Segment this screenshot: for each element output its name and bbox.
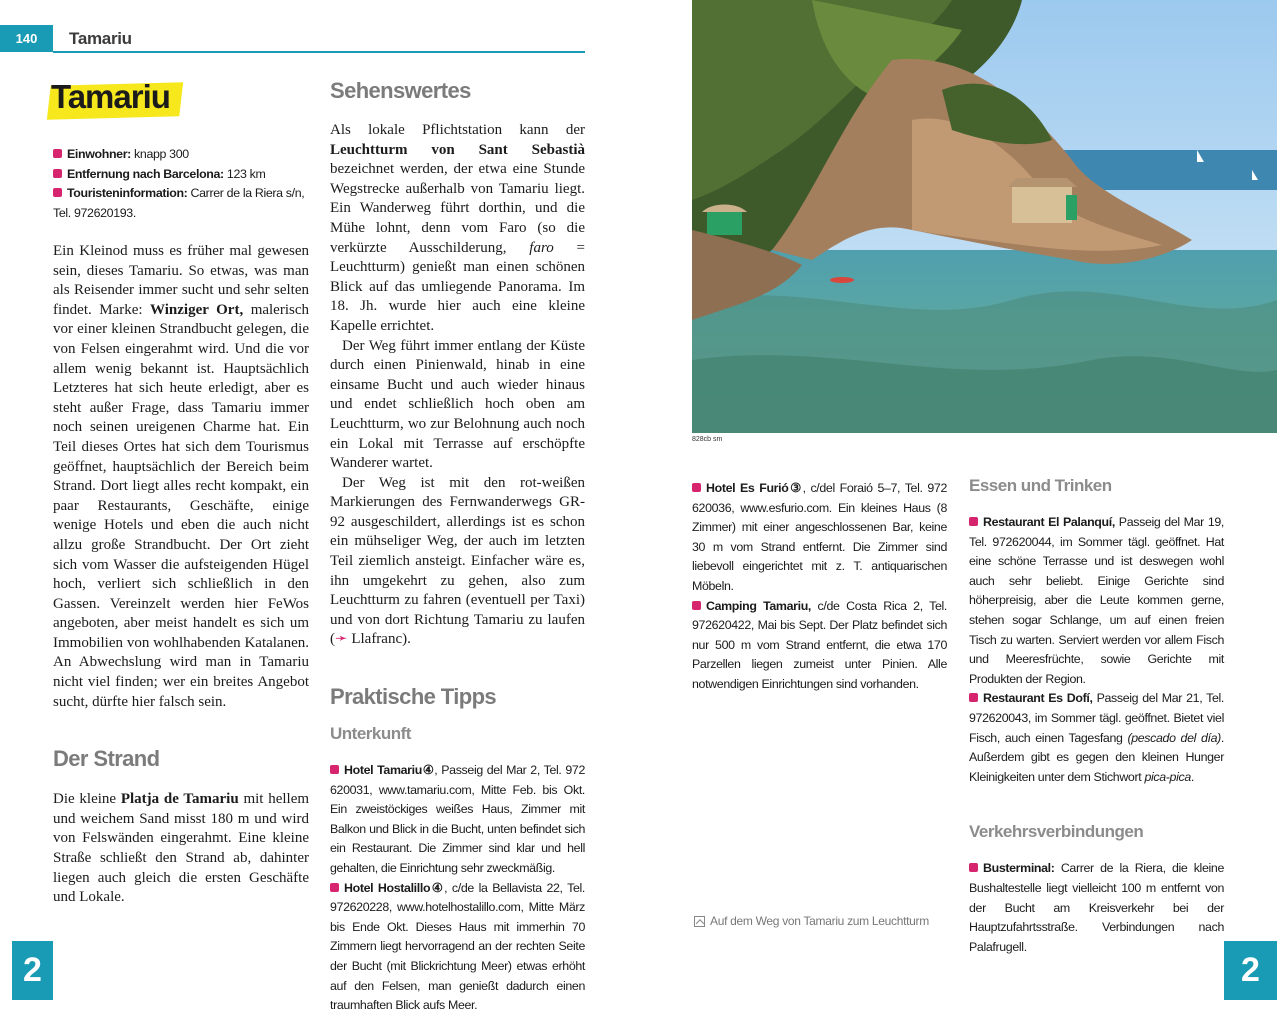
item-text: Passeig del Mar 19, Tel. 972620044, im Sommer tägl. geöffnet. Hat eine schöne Terrasse und ist deswegen wohl auch sehr beliebt. Einige Gerichte sind höherpreisig, aber die Leute kommen gerne, stehen sogar Schlange, um auf einen freien Tisch zu warten. Serviert werden vor allem Fisch und Meeresfrüchte, sowie Gerichte mit Produkten der Region.: [969, 515, 1224, 686]
fact-value: 123 km: [223, 166, 266, 181]
text-run: Ein Kleinod muss es früher mal gewesen sein, dieses Tamariu. So etwas, was man als Reisender immer sucht und sehr selten findet. Marke:: [53, 243, 309, 318]
page-number: 140: [0, 25, 53, 52]
paragraph: Der Weg führt immer entlang der Küste durch einen Pinienwald, hinab in eine einsame Bucht und auch wieder hinaus und endet schließlich hoch oben am Leuchtturm, wo zur Belohnung auch noch ein Lokal mit Terrasse auf erschöpfte Wanderer wartet.: [330, 337, 585, 472]
coast-photo-illustration: [692, 0, 1277, 433]
text-run: Llafranc).: [347, 631, 411, 648]
item-text: , c/del Foraió 5–7, Tel. 972 620036, www.esfurio.com. Ein kleines Haus (8 Zimmer) mit einer angeschlossenen Bar, keine 30 m vom Strand entfernt. Die Zimmer sind liebevoll eingerichtet mit z. T. antiquarischen Möbeln.: [692, 481, 947, 593]
bullet-square-icon: [969, 693, 978, 702]
column-4: [969, 476, 1224, 957]
list-item: [330, 879, 585, 1016]
item-text: c/de Costa Rica 2, Tel. 972620422, Mai bis Sept. Der Platz befindet sich nur 500 m vom Strand entfernt, die etwa 170 Parzellen liegen zumeist unter Pinien. Alle notwendigen Einrichtungen sind vorhanden.: [692, 598, 947, 691]
bold-run: Leuchtturm von Sant Sebastià: [330, 141, 585, 158]
column-3: [692, 479, 947, 695]
text-run: bezeichnet werden, der etwa eine Stunde Wegstrecke außerhalb von Tamariu liegt. Ein Wanderweg führt dorthin, und die Mühe lohnt, denn vom Faro (so die verkürzte Ausschilderung,: [330, 161, 585, 256]
bullet-square-icon: [53, 188, 62, 197]
photo-credit: 828cb sm: [692, 436, 723, 443]
italic-run: pica-pica: [1144, 769, 1191, 784]
item-name: Restaurant El Palanquí,: [983, 515, 1115, 529]
fact-tourist-info: [53, 184, 309, 223]
coastal-photo: [692, 0, 1277, 433]
item-text: .: [1190, 769, 1194, 784]
bullet-square-icon: [969, 517, 978, 526]
italic-run: faro: [529, 239, 554, 256]
running-head: Tamariu: [69, 29, 132, 48]
header-rule: [53, 51, 585, 53]
bullet-square-icon: [330, 765, 339, 774]
restaurant-list: [969, 513, 1224, 787]
column-1: [53, 145, 309, 908]
bullet-square-icon: [692, 483, 701, 492]
page-title: [47, 78, 170, 116]
bullet-square-icon: [692, 601, 701, 610]
chapter-tab-left: 2: [12, 941, 53, 1000]
fact-inhabitants: [53, 145, 309, 165]
section-heading-sehenswertes: Sehenswertes: [330, 78, 471, 103]
list-item: [969, 859, 1224, 957]
subheading-unterkunft: Unterkunft: [330, 724, 411, 744]
transport-list: [969, 859, 1224, 957]
text-run: malerisch vor einer kleinen Strandbucht gelegen, die von Felsen eingerahmt wird. Und die vor allem wenig bekannt ist. Hauptsächlich Letzteres hat sich heute erledigt, aber es steht außer Frage, dass Tamariu immer noch seinen ureigenen Charme hat. Ein Teil dieses Ortes hat sich dem Tourismus geöffnet, hauptsächlich der Bereich beim Strand. Dort liegt alles recht kompakt, ein paar Restaurants, Geschäfte, einige wenige Hotels und eben die auch nicht allzu große Strandbucht. Der Ort zieht sich vom Wasser die aufsteigenden Hügel hoch, verliert sich schließlich in den Gassen. Vereinzelt werden hier FeWos angeboten, aber meist handelt es sich um Immobilien von wohlhabenden Katalanen. An Abwechslung wird man in Tamariu nicht viel finden; wer ein breites Angebot sucht, dürfte hier falsch sein.: [53, 301, 309, 710]
fact-label: Touristeninformation:: [67, 186, 188, 200]
strand-text: [53, 790, 309, 908]
fact-label: Entfernung nach Barcelona:: [67, 166, 224, 181]
fact-distance: [53, 165, 309, 185]
text-run: Der Weg ist mit den rot-weißen Markierungen des Fernwanderwegs GR-92 ausgeschildert, allerdings ist es schon ein mühseliger Weg, der auch im letzten Teil ziemlich ansteigt. Einfacher wäre es, ihn umgekehrt zu gehen, also zum Leuchtturm zu fahren (eventuell per Taxi) und von dort Richtung Tamariu zu laufen (: [330, 474, 585, 648]
bold-run: Platja de Tamariu: [120, 791, 239, 808]
chapter-tab-right: 2: [1224, 941, 1277, 1000]
list-item: [330, 761, 585, 879]
fact-value: knapp 300: [130, 147, 189, 161]
text-run: mit hellem und weichem Sand misst 180 m und wird von Felswänden eingerahmt. Eine kleine Straße schließt den Strand ab, dahinter liegen auch gleich die ersten Geschäfte und Lokale.: [53, 791, 310, 906]
item-text: Carrer de la Riera, die kleine Bushaltestelle liegt vielleicht 100 m entfernt von der Bucht am Kreisverkehr bei der Hauptzufahrtsstraße. Verbindungen nach Palafrugell.: [969, 861, 1224, 954]
bullet-square-icon: [53, 149, 62, 158]
fact-label: Einwohner:: [67, 147, 131, 161]
item-text: , c/de la Bellavista 22, Tel. 972620228, www.hotelhostalillo.com, Mitte März bis Ende Okt. Dieses Haus mit immerhin 70 Zimmern liegt hervorragend an der rechten Seite der Bucht (mit Blickrichtung Meer) etwas erhöht auf den Felsen, man genießt dadurch einen traumhaften Blick aufs Meer.: [330, 880, 585, 1013]
column-2: [330, 78, 585, 1016]
subheading-verkehrsverbindungen: Verkehrsverbindungen: [969, 822, 1144, 842]
list-item: [692, 479, 947, 597]
bullet-square-icon: [969, 863, 978, 872]
fact-box: [53, 145, 309, 223]
caption-arrow-icon: [694, 916, 705, 927]
intro-text: [53, 242, 309, 712]
item-text: . Außerdem gibt es gegen den kleinen Hunger Kleinigkeiten unter dem Stichwort: [969, 730, 1224, 784]
cross-reference-arrow-icon: ➛: [335, 631, 348, 648]
item-name: Camping Tamariu,: [706, 598, 812, 613]
subheading-essen-und-trinken: Essen und Trinken: [969, 476, 1112, 495]
page-title-text: Tamariu: [51, 78, 170, 115]
item-name: Hotel Es Furió③: [706, 481, 803, 495]
bullet-square-icon: [53, 169, 62, 178]
item-text: , Passeig del Mar 2, Tel. 972 620031, www.tamariu.com, Mitte Feb. bis Okt. Ein zweistöckiges weißes Haus, Zimmer mit Balkon und Blick in die Bucht, unten befindet sich ein Restaurant. Die Zimmer sind klar und hell gehalten, die Einrichtung sehr zweckmäßig.: [330, 763, 585, 875]
text-run: Die kleine: [53, 791, 121, 808]
list-item: [692, 597, 947, 695]
text-run: Als lokale Pflichtstation kann der: [330, 122, 585, 138]
item-text: Passeig del Mar 21, Tel. 972620043, im Sommer tägl. geöffnet. Bietet viel Fisch, auch einen Tagesfang: [969, 691, 1224, 745]
list-item: [969, 689, 1224, 787]
item-name: Hotel Tamariu④: [344, 763, 435, 778]
section-heading-praktische-tipps: Praktische Tipps: [330, 684, 497, 710]
caption-text: Auf dem Weg von Tamariu zum Leuchtturm: [710, 914, 929, 928]
italic-run: (pescado del día): [1127, 730, 1221, 745]
hotel-list-continued: [692, 479, 947, 695]
sehenswertes-text: [330, 121, 585, 650]
hotel-list: [330, 761, 585, 1016]
fact-value: Carrer de la Riera s/n, Tel. 972620193.: [53, 186, 305, 220]
list-item: [969, 513, 1224, 689]
item-name: Hotel Hostalillo④: [344, 880, 445, 895]
item-name: Restaurant Es Dofí,: [983, 691, 1093, 706]
bullet-square-icon: [330, 883, 339, 892]
item-name: Busterminal:: [983, 861, 1055, 876]
section-heading-strand: Der Strand: [53, 746, 160, 772]
text-run: = Leuchtturm) genießt man einen schönen Blick auf das umliegende Panorama. Im 18. Jh. wurde hier auch eine kleine Kapelle errichtet.: [330, 239, 585, 334]
photo-caption: [694, 914, 929, 928]
bold-run: Winziger Ort,: [150, 301, 244, 318]
